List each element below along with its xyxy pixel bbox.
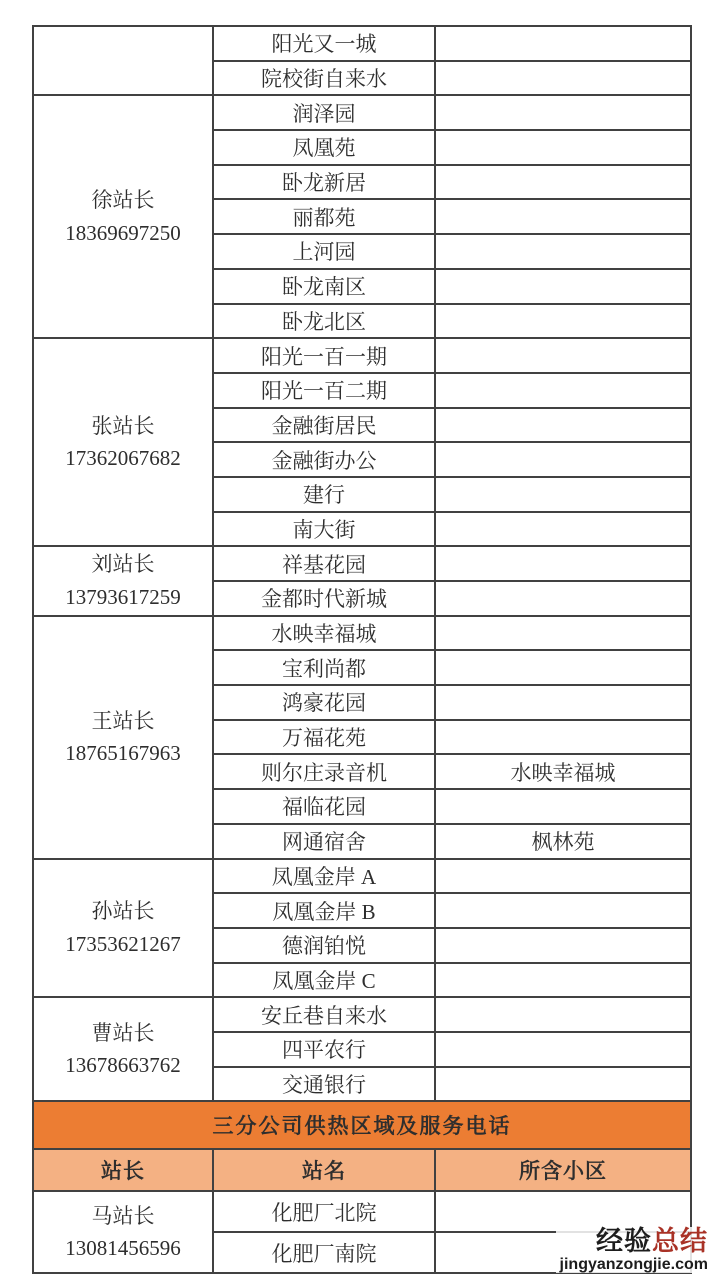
communities-cell: [435, 338, 691, 373]
communities-cell: [435, 199, 691, 234]
station-cell: 水映幸福城: [213, 616, 435, 651]
communities-cell: [435, 546, 691, 581]
manager-cell: [33, 1191, 213, 1273]
table-row: [33, 338, 691, 373]
communities-cell: 枫林苑: [435, 824, 691, 859]
manager-name: 王站长: [91, 708, 155, 733]
manager-cell: [33, 997, 213, 1101]
manager-name: 曹站长: [91, 1020, 155, 1045]
station-cell: 鸿豪花园: [213, 685, 435, 720]
station-cell: 网通宿舍: [213, 824, 435, 859]
station-cell: 阳光一百一期: [213, 338, 435, 373]
station-cell: 交通银行: [213, 1067, 435, 1102]
station-cell: 阳光又一城: [213, 26, 435, 61]
manager-name: 徐站长: [91, 188, 155, 213]
station-cell: 德润铂悦: [213, 928, 435, 963]
column-header-row: [33, 1149, 691, 1191]
station-cell: 福临花园: [213, 789, 435, 824]
communities-cell: [435, 234, 691, 269]
watermark-title: [560, 1227, 708, 1256]
manager-phone: 18765167963: [65, 741, 181, 766]
manager-phone: 13081456596: [65, 1236, 181, 1261]
communities-cell: [435, 650, 691, 685]
station-cell: 金都时代新城: [213, 581, 435, 616]
communities-cell: [435, 997, 691, 1032]
station-cell: 卧龙南区: [213, 269, 435, 304]
table-row: [33, 616, 691, 651]
manager-name: 刘站长: [91, 552, 155, 577]
station-cell: 卧龙北区: [213, 304, 435, 339]
station-cell: 祥基花园: [213, 546, 435, 581]
manager-cell: [33, 616, 213, 859]
communities-cell: [435, 304, 691, 339]
station-cell: 上河园: [213, 234, 435, 269]
station-cell: 宝利尚都: [213, 650, 435, 685]
communities-cell: [435, 26, 691, 61]
communities-cell: [435, 685, 691, 720]
communities-cell: [435, 61, 691, 96]
manager-phone: 17362067682: [65, 446, 181, 471]
station-cell: 建行: [213, 477, 435, 512]
manager-phone: 13678663762: [65, 1053, 181, 1078]
column-header: 所含小区: [435, 1149, 691, 1191]
station-cell: 阳光一百二期: [213, 373, 435, 408]
manager-name: 孙站长: [91, 899, 155, 924]
watermark-title-red: 总结: [652, 1225, 708, 1256]
communities-cell: [435, 373, 691, 408]
station-cell: 卧龙新居: [213, 165, 435, 200]
station-cell: 南大街: [213, 512, 435, 547]
manager-cell: [33, 26, 213, 95]
communities-cell: [435, 95, 691, 130]
column-header: 站名: [213, 1149, 435, 1191]
communities-cell: [435, 859, 691, 894]
communities-cell: [435, 789, 691, 824]
station-cell: 丽都苑: [213, 199, 435, 234]
manager-cell: [33, 859, 213, 998]
column-header: 站长: [33, 1149, 213, 1191]
station-cell: 化肥厂北院: [213, 1191, 435, 1232]
table-row: [33, 95, 691, 130]
communities-cell: [435, 893, 691, 928]
station-cell: 则尔庄录音机: [213, 754, 435, 789]
manager-cell: [33, 338, 213, 546]
heating-contacts-table: [32, 25, 692, 1274]
station-cell: 化肥厂南院: [213, 1232, 435, 1273]
table-row: [33, 546, 691, 581]
communities-cell: [435, 165, 691, 200]
station-cell: 凤凰苑: [213, 130, 435, 165]
station-cell: 凤凰金岸 C: [213, 963, 435, 998]
table-row: [33, 26, 691, 61]
communities-cell: [435, 1067, 691, 1102]
station-cell: 院校街自来水: [213, 61, 435, 96]
communities-cell: [435, 269, 691, 304]
station-cell: 金融街办公: [213, 442, 435, 477]
communities-cell: [435, 512, 691, 547]
watermark: [556, 1227, 708, 1273]
table-row: [33, 997, 691, 1032]
station-cell: 金融街居民: [213, 408, 435, 443]
manager-name: 马站长: [91, 1203, 155, 1228]
manager-cell: [33, 546, 213, 615]
communities-cell: [435, 581, 691, 616]
watermark-title-black: 经验: [596, 1225, 652, 1256]
manager-cell: [33, 95, 213, 338]
communities-cell: [435, 477, 691, 512]
table-row: [33, 859, 691, 894]
communities-cell: 水映幸福城: [435, 754, 691, 789]
section-banner-row: [33, 1101, 691, 1149]
communities-cell: [435, 616, 691, 651]
watermark-site: jingyanzongjie.com: [559, 1255, 708, 1273]
manager-phone: 13793617259: [65, 585, 181, 609]
station-cell: 凤凰金岸 A: [213, 859, 435, 894]
manager-phone: 18369697250: [65, 220, 181, 245]
communities-cell: [435, 408, 691, 443]
communities-cell: [435, 963, 691, 998]
manager-phone: 17353621267: [65, 931, 181, 956]
station-cell: 安丘巷自来水: [213, 997, 435, 1032]
communities-cell: [435, 130, 691, 165]
communities-cell: [435, 1032, 691, 1067]
communities-cell: [435, 720, 691, 755]
station-cell: 四平农行: [213, 1032, 435, 1067]
section-banner-title: 三分公司供热区域及服务电话: [33, 1101, 691, 1149]
communities-cell: [435, 442, 691, 477]
station-cell: 万福花苑: [213, 720, 435, 755]
station-cell: 润泽园: [213, 95, 435, 130]
communities-cell: [435, 928, 691, 963]
station-cell: 凤凰金岸 B: [213, 893, 435, 928]
manager-name: 张站长: [91, 413, 155, 438]
